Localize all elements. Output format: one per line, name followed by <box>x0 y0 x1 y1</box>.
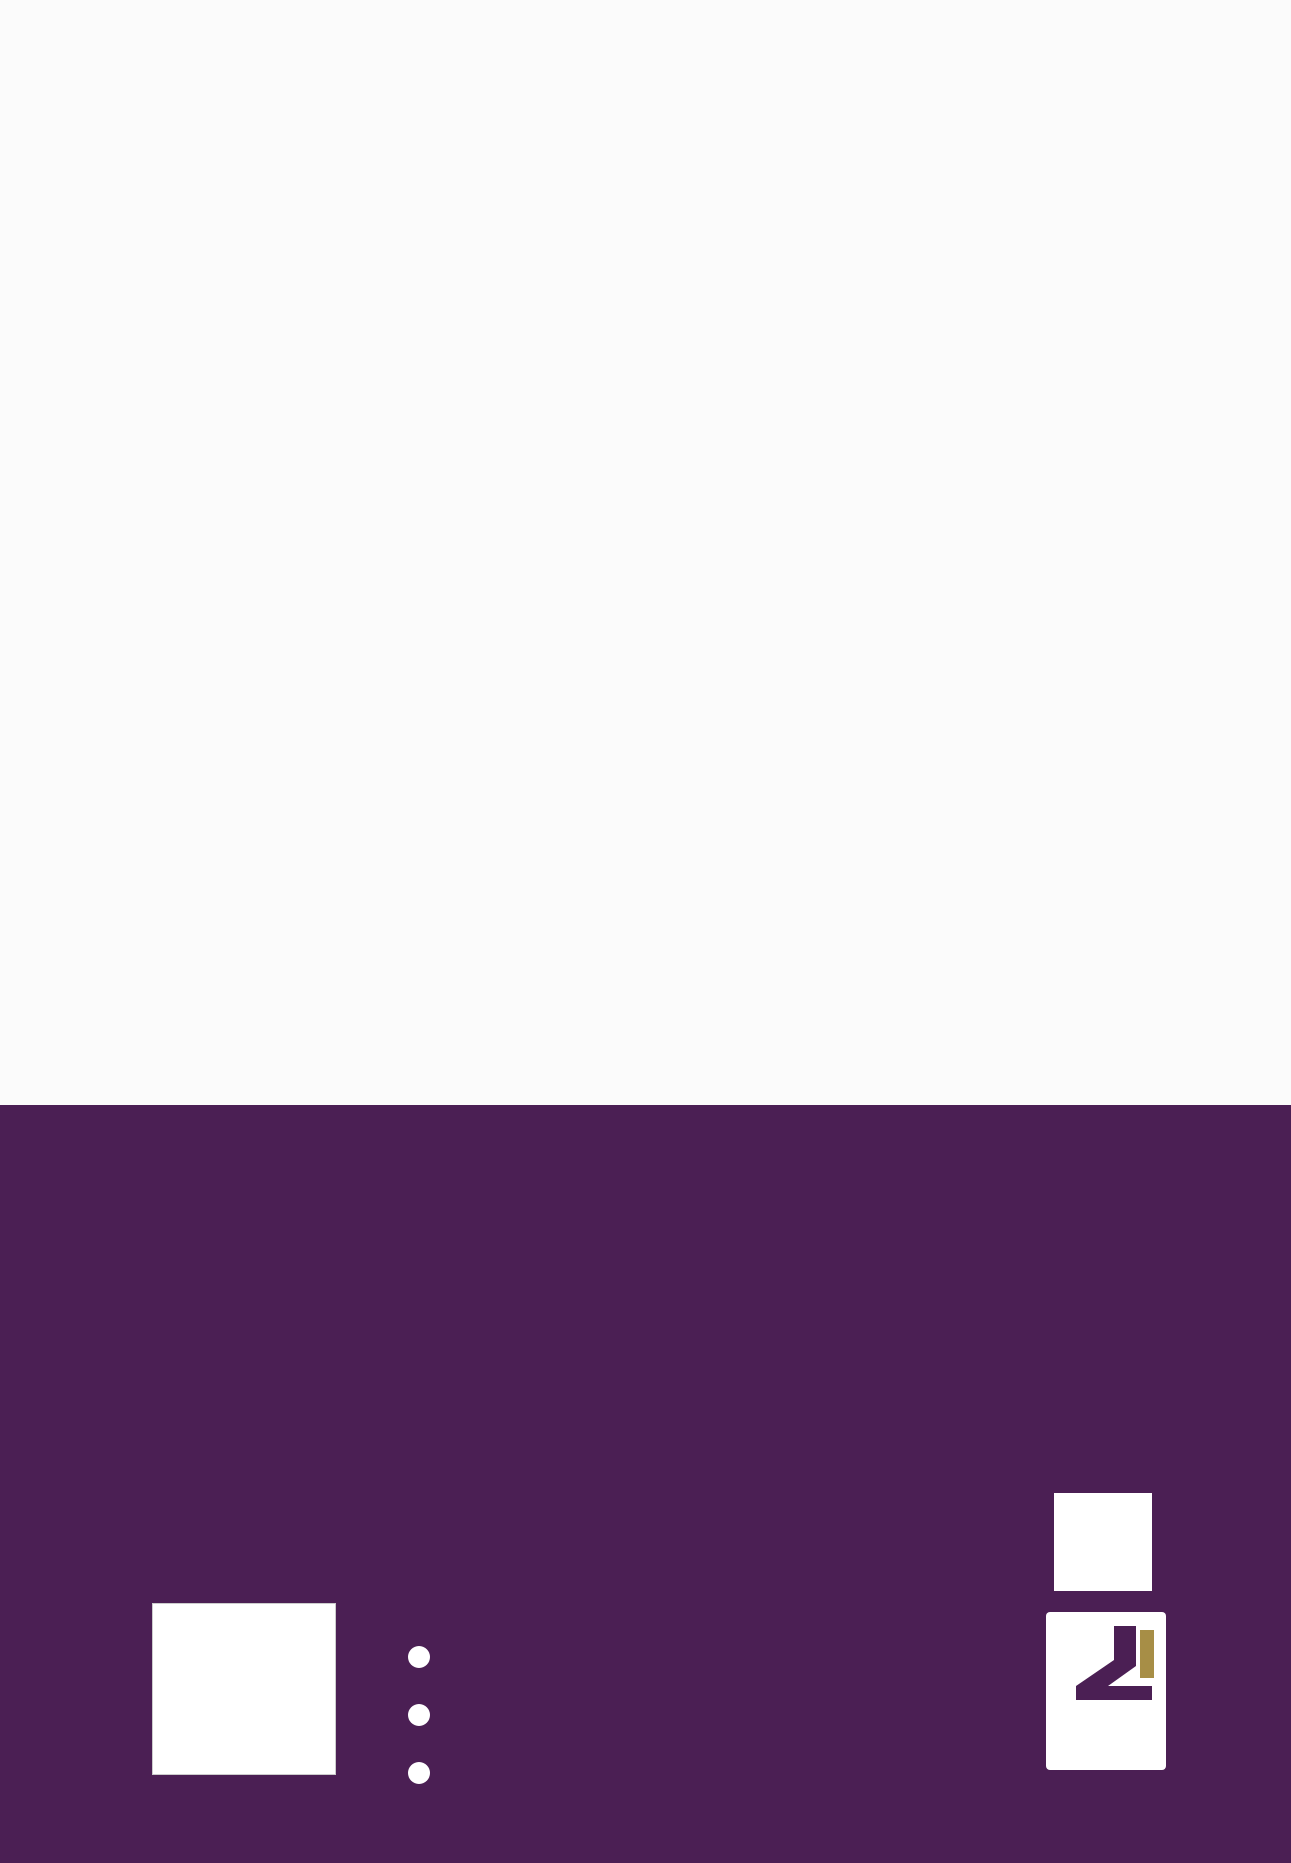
social-facebook[interactable] <box>408 1628 436 1686</box>
social-links <box>408 1628 436 1802</box>
facebook-icon <box>408 1646 430 1668</box>
logo-mark <box>1056 1620 1156 1706</box>
twitter-icon <box>408 1704 430 1726</box>
publisher-logo <box>1046 1612 1166 1770</box>
qr-code-graphic <box>1062 1501 1144 1583</box>
instagram-icon <box>408 1762 430 1784</box>
isbn-barcode <box>152 1603 336 1775</box>
barcode-bars <box>163 1630 327 1748</box>
social-instagram[interactable] <box>408 1744 436 1802</box>
social-twitter[interactable] <box>408 1686 436 1744</box>
qr-code <box>1054 1493 1152 1591</box>
description-block <box>100 290 1201 328</box>
